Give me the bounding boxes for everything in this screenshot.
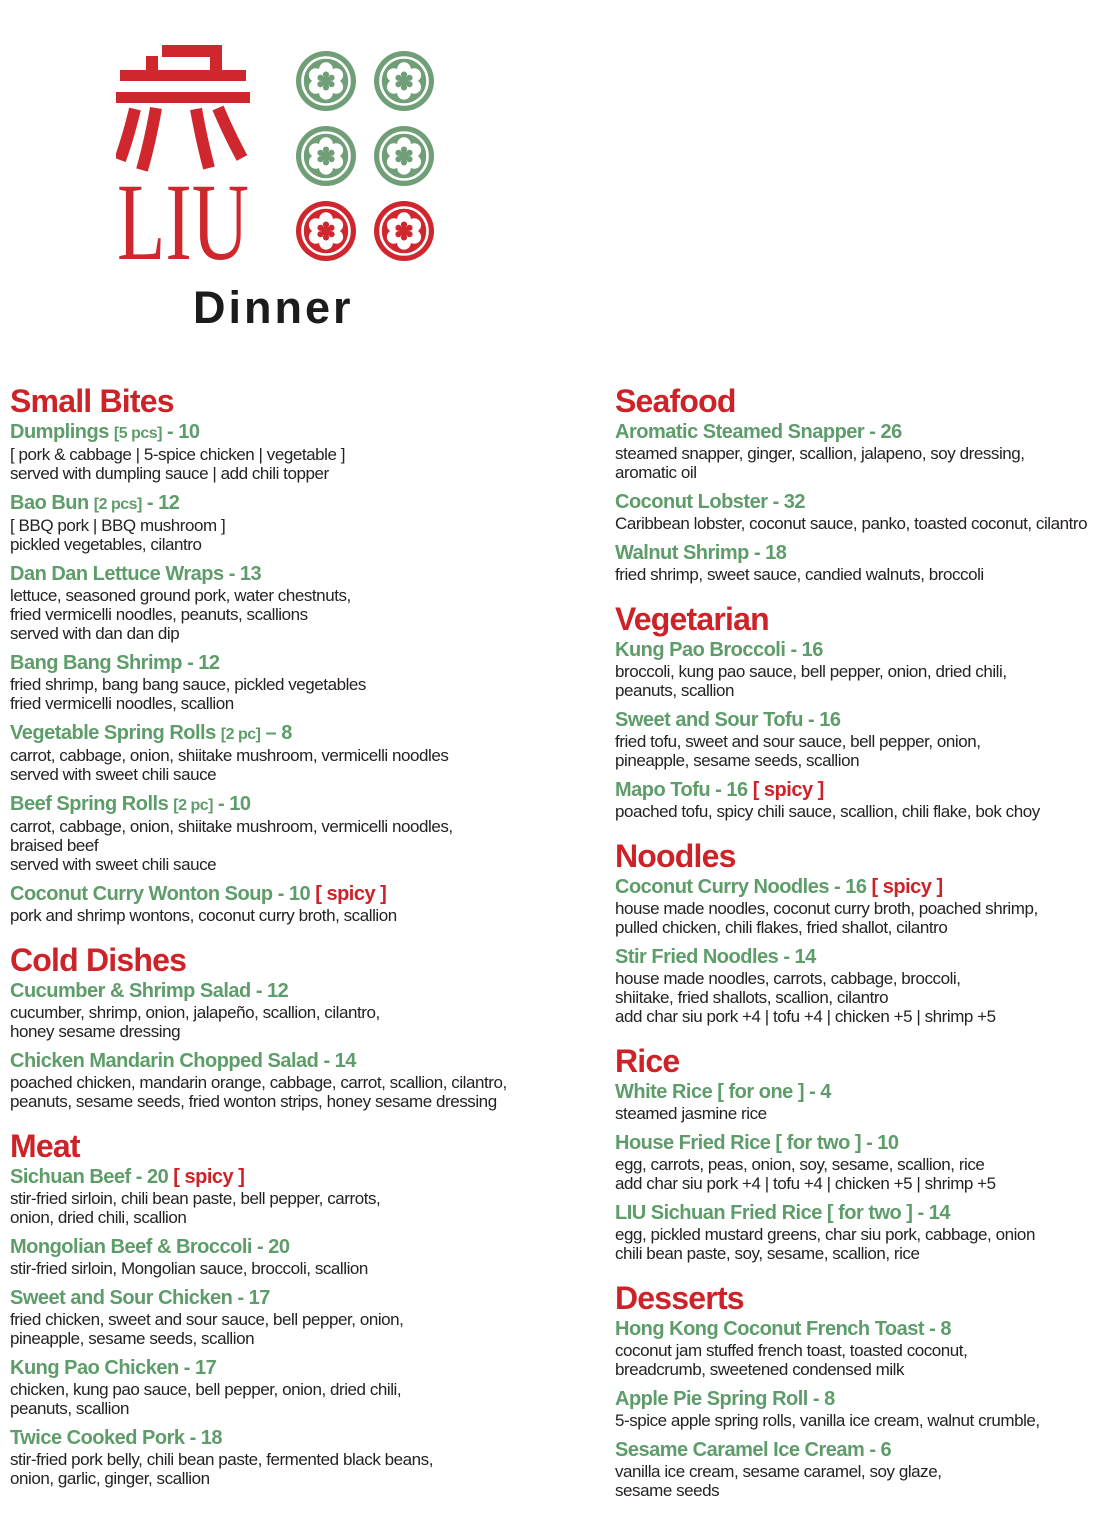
item-name: Cucumber & Shrimp Salad: [10, 980, 251, 1002]
item-desc: [615, 1411, 1115, 1430]
item-price: – 8: [265, 722, 292, 744]
item-desc: [10, 1003, 610, 1041]
item-description-line: cucumber, shrimp, onion, jalapeño, scallion, cilantro,: [10, 1003, 380, 1022]
item-desc: [10, 445, 610, 483]
menu-item: [10, 1166, 610, 1227]
item-description-line: fried shrimp, sweet sauce, candied walnuts, broccoli: [615, 565, 984, 584]
section-items: [615, 1318, 1115, 1500]
item-description-line: served with dumpling sauce | add chili topper: [10, 464, 329, 483]
menu-item: [615, 1318, 1115, 1379]
item-price: - 14: [917, 1202, 950, 1224]
item-price: - 18: [753, 542, 787, 564]
menu-item: [10, 421, 610, 483]
item-desc: [10, 675, 610, 713]
item-price: - 8: [812, 1388, 835, 1410]
item-name: Stir Fried Noodles: [615, 946, 779, 968]
section-title: Rice: [615, 1043, 680, 1079]
item-description-line: add char siu pork +4 | tofu +4 | chicken +5 | shrimp +5: [615, 1174, 996, 1193]
item-description-line: pickled vegetables, cilantro: [10, 535, 202, 554]
item-desc: [615, 1155, 1115, 1193]
menu-item-title: [10, 492, 610, 516]
item-desc: [10, 906, 610, 925]
item-price: - 13: [228, 563, 262, 585]
menu-section: [615, 602, 1115, 821]
item-description-line: lettuce, seasoned ground pork, water chestnuts,: [10, 586, 351, 605]
item-desc: [10, 1450, 610, 1488]
item-description-line: breadcrumb, sweetened condensed milk: [615, 1360, 905, 1379]
item-description-line: fried vermicelli noodles, peanuts, scallions: [10, 605, 308, 624]
item-price: - 26: [869, 421, 902, 443]
item-desc: [10, 1380, 610, 1418]
menu-section: [615, 384, 1115, 584]
item-description-line: Caribbean lobster, coconut sauce, panko, toasted coconut, cilantro: [615, 514, 1088, 533]
menu-item: [10, 1287, 610, 1348]
item-description-line: broccoli, kung pao sauce, bell pepper, onion, dried chili,: [615, 662, 1007, 681]
menu-item-title: [10, 793, 610, 817]
menu-item-title: [10, 1166, 610, 1189]
item-name: Kung Pao Broccoli: [615, 639, 786, 661]
item-desc: [10, 817, 610, 874]
item-description-line: add char siu pork +4 | tofu +4 | chicken +5 | shrimp +5: [615, 1007, 996, 1026]
menu-item-title: [615, 1081, 1115, 1104]
menu-item: [615, 491, 1115, 533]
item-price: - 12: [255, 980, 289, 1002]
item-name: Sweet and Sour Tofu: [615, 709, 803, 731]
flower-medallion-icon: [373, 200, 435, 262]
item-description-line: peanuts, scallion: [10, 1399, 129, 1418]
section-title: Desserts: [615, 1280, 744, 1316]
item-name: Mongolian Beef & Broccoli: [10, 1236, 252, 1258]
item-price: - 12: [146, 492, 180, 514]
item-description-line: served with dan dan dip: [10, 624, 180, 643]
item-price: - 18: [189, 1427, 223, 1449]
item-price: - 14: [783, 946, 816, 968]
item-name: Sesame Caramel Ice Cream: [615, 1439, 865, 1461]
item-description-line: braised beef: [10, 836, 99, 855]
item-name: Vegetable Spring Rolls: [10, 722, 216, 744]
item-price: - 16: [834, 876, 867, 898]
menu-item-title: [615, 1132, 1115, 1155]
menu-item-title: [615, 946, 1115, 969]
item-name: Coconut Curry Noodles: [615, 876, 829, 898]
item-description-line: [ BBQ pork | BBQ mushroom ]: [10, 516, 226, 535]
menu-item-title: [10, 652, 610, 675]
section-title: Seafood: [615, 383, 736, 419]
menu-item: [615, 1388, 1115, 1430]
item-description-line: pork and shrimp wontons, coconut curry broth, scallion: [10, 906, 397, 925]
spicy-tag: [ spicy ]: [173, 1166, 245, 1188]
spicy-tag: [ spicy ]: [871, 876, 943, 898]
item-description-line: carrot, cabbage, onion, shiitake mushroom, vermicelli noodles: [10, 746, 449, 765]
item-price: - 6: [869, 1439, 892, 1461]
item-price: - 8: [929, 1318, 951, 1340]
menu-item: [10, 722, 610, 784]
item-description-line: 5-spice apple spring rolls, vanilla ice cream, walnut crumble,: [615, 1411, 1040, 1430]
menu-item-title: [10, 980, 610, 1003]
section-items: [615, 421, 1115, 584]
item-description-line: served with sweet chili sauce: [10, 855, 217, 874]
item-size: [5 pcs]: [113, 425, 162, 442]
item-description-line: steamed jasmine rice: [615, 1104, 767, 1123]
item-description-line: pineapple, sesame seeds, scallion: [615, 751, 860, 770]
section-title: Noodles: [615, 838, 736, 874]
item-price: - 20: [135, 1166, 169, 1188]
menu-item: [10, 1050, 610, 1111]
section-items: [10, 1166, 610, 1488]
menu-column-left: [10, 384, 610, 1488]
item-name: White Rice [ for one ]: [615, 1081, 804, 1103]
item-desc: [10, 746, 610, 784]
item-description-line: [ pork & cabbage | 5-spice chicken | vegetable ]: [10, 445, 345, 464]
item-description-line: served with sweet chili sauce: [10, 765, 217, 784]
menu-item: [10, 1236, 610, 1278]
item-description-line: fried shrimp, bang bang sauce, pickled vegetables: [10, 675, 366, 694]
item-price: - 12: [187, 652, 220, 674]
menu-item: [10, 883, 610, 925]
item-name: LIU Sichuan Fried Rice [ for two ]: [615, 1202, 913, 1224]
menu-item-title: [615, 421, 1115, 444]
menu-item: [615, 639, 1115, 700]
menu-section: [10, 384, 610, 925]
section-title: Small Bites: [10, 383, 174, 419]
item-description-line: chicken, kung pao sauce, bell pepper, onion, dried chili,: [10, 1380, 402, 1399]
item-description-line: egg, carrots, peas, onion, soy, sesame, scallion, rice: [615, 1155, 985, 1174]
item-name: Hong Kong Coconut French Toast: [615, 1318, 925, 1340]
menu-item-title: [10, 563, 610, 586]
item-description-line: pineapple, sesame seeds, scallion: [10, 1329, 255, 1348]
menu-item-title: [10, 722, 610, 746]
item-name: Beef Spring Rolls: [10, 793, 169, 815]
menu-item-title: [10, 1236, 610, 1259]
item-desc: [10, 1259, 610, 1278]
item-name: Bao Bun: [10, 492, 89, 514]
item-description-line: honey sesame dressing: [10, 1022, 181, 1041]
item-description-line: aromatic oil: [615, 463, 697, 482]
item-description-line: chili bean paste, soy, sesame, scallion, rice: [615, 1244, 920, 1263]
item-price: - 16: [807, 709, 841, 731]
menu-item-title: [10, 1287, 610, 1310]
item-description-line: fried tofu, sweet and sour sauce, bell pepper, onion,: [615, 732, 981, 751]
menu-item: [615, 876, 1115, 937]
medallion-grid: [295, 50, 435, 262]
section-title: Cold Dishes: [10, 942, 187, 978]
menu-item: [615, 421, 1115, 482]
item-desc: [615, 565, 1115, 584]
item-desc: [10, 1189, 610, 1227]
item-description-line: peanuts, scallion: [615, 681, 734, 700]
menu-section: [615, 1281, 1115, 1500]
item-price: - 10: [167, 421, 200, 443]
item-name: Aromatic Steamed Snapper: [615, 421, 865, 443]
item-description-line: coconut jam stuffed french toast, toasted coconut,: [615, 1341, 968, 1360]
item-desc: [10, 1073, 610, 1111]
liu-brand-text: LIU: [117, 161, 249, 283]
item-description-line: pulled chicken, chili flakes, fried shallot, cilantro: [615, 918, 948, 937]
menu-section: [10, 1129, 610, 1488]
item-desc: [615, 514, 1115, 533]
item-price: - 10: [218, 793, 251, 815]
spicy-tag: [ spicy ]: [752, 779, 824, 801]
item-desc: [10, 1310, 610, 1348]
item-name: Bang Bang Shrimp: [10, 652, 183, 674]
item-description-line: peanuts, sesame seeds, fried wonton strips, honey sesame dressing: [10, 1092, 497, 1111]
item-desc: [615, 662, 1115, 700]
menu-item-title: [615, 779, 1115, 802]
menu-item: [10, 1357, 610, 1418]
item-size: [2 pc]: [220, 726, 261, 743]
menu-item-title: [10, 421, 610, 445]
item-description-line: steamed snapper, ginger, scallion, jalapeno, soy dressing,: [615, 444, 1025, 463]
menu-item-title: [615, 709, 1115, 732]
item-description-line: house made noodles, carrots, cabbage, broccoli,: [615, 969, 961, 988]
menu-item: [10, 563, 610, 643]
menu-item: [615, 1081, 1115, 1123]
menu-item: [615, 1202, 1115, 1263]
flower-medallion-icon: [295, 125, 357, 187]
menu-item-title: [615, 542, 1115, 565]
section-items: [615, 639, 1115, 821]
menu-item-title: [10, 1427, 610, 1450]
item-name: Kung Pao Chicken: [10, 1357, 179, 1379]
menu-item-title: [10, 1050, 610, 1073]
item-name: Mapo Tofu: [615, 779, 711, 801]
menu-item: [10, 492, 610, 554]
item-description-line: carrot, cabbage, onion, shiitake mushroom, vermicelli noodles,: [10, 817, 453, 836]
item-price: - 17: [183, 1357, 217, 1379]
item-description-line: stir-fried pork belly, chili bean paste, fermented black beans,: [10, 1450, 434, 1469]
menu-item-title: [615, 876, 1115, 899]
menu-item: [615, 709, 1115, 770]
item-size: [2 pc]: [173, 797, 213, 814]
menu-item: [615, 946, 1115, 1026]
menu-section: [615, 839, 1115, 1026]
item-description-line: fried chicken, sweet and sour sauce, bell pepper, onion,: [10, 1310, 404, 1329]
menu-item: [615, 1132, 1115, 1193]
menu-section: [10, 943, 610, 1111]
menu-item-title: [615, 1202, 1115, 1225]
item-price: - 4: [809, 1081, 831, 1103]
menu-item: [615, 779, 1115, 821]
item-description-line: sesame seeds: [615, 1481, 720, 1500]
menu-item: [615, 542, 1115, 584]
item-name: Sweet and Sour Chicken: [10, 1287, 233, 1309]
item-desc: [10, 586, 610, 643]
menu-item: [615, 1439, 1115, 1500]
flower-medallion-icon: [295, 200, 357, 262]
item-desc: [615, 802, 1115, 821]
section-items: [615, 1081, 1115, 1263]
item-desc: [10, 516, 610, 554]
menu-item-title: [10, 883, 610, 906]
menu-item-title: [615, 1439, 1115, 1462]
item-name: House Fried Rice [ for two ]: [615, 1132, 862, 1154]
menu-item-title: [10, 1357, 610, 1380]
item-description-line: poached chicken, mandarin orange, cabbage, carrot, scallion, cilantro,: [10, 1073, 507, 1092]
item-name: Walnut Shrimp: [615, 542, 749, 564]
item-description-line: onion, garlic, ginger, scallion: [10, 1469, 210, 1488]
section-title: Meat: [10, 1128, 80, 1164]
item-name: Sichuan Beef: [10, 1166, 131, 1188]
item-desc: [615, 444, 1115, 482]
flower-medallion-icon: [373, 50, 435, 112]
menu-item-title: [615, 1318, 1115, 1341]
menu-item: [10, 793, 610, 874]
item-desc: [615, 1462, 1115, 1500]
item-description-line: fried vermicelli noodles, scallion: [10, 694, 234, 713]
item-price: - 10: [277, 883, 311, 905]
item-desc: [615, 1104, 1115, 1123]
item-price: - 17: [237, 1287, 270, 1309]
item-price: - 14: [323, 1050, 356, 1072]
flower-medallion-icon: [295, 50, 357, 112]
item-description-line: stir-fried sirloin, Mongolian sauce, broccoli, scallion: [10, 1259, 368, 1278]
item-description-line: vanilla ice cream, sesame caramel, soy glaze,: [615, 1462, 942, 1481]
item-desc: [615, 969, 1115, 1026]
item-desc: [615, 1225, 1115, 1263]
item-name: Dumplings: [10, 421, 109, 443]
item-price: - 16: [790, 639, 823, 661]
item-description-line: shiitake, fried shallots, scallion, cilantro: [615, 988, 889, 1007]
menu-item: [10, 980, 610, 1041]
item-name: Dan Dan Lettuce Wraps: [10, 563, 224, 585]
item-description-line: onion, dried chili, scallion: [10, 1208, 187, 1227]
item-description-line: egg, pickled mustard greens, char siu pork, cabbage, onion: [615, 1225, 1035, 1244]
flower-medallion-icon: [373, 125, 435, 187]
menu-column-right: [615, 384, 1115, 1500]
menu-item-title: [615, 639, 1115, 662]
item-name: Coconut Curry Wonton Soup: [10, 883, 273, 905]
item-name: Chicken Mandarin Chopped Salad: [10, 1050, 319, 1072]
item-price: - 16: [715, 779, 748, 801]
menu-item: [10, 1427, 610, 1488]
menu-item-title: [615, 491, 1115, 514]
item-price: - 10: [866, 1132, 899, 1154]
liu-brand-word: [117, 161, 253, 283]
item-name: Apple Pie Spring Roll: [615, 1388, 808, 1410]
section-items: [10, 980, 610, 1111]
item-description-line: poached tofu, spicy chili sauce, scallion, chili flake, bok choy: [615, 802, 1040, 821]
item-desc: [615, 1341, 1115, 1379]
item-description-line: stir-fried sirloin, chili bean paste, bell pepper, carrots,: [10, 1189, 381, 1208]
item-desc: [615, 732, 1115, 770]
spicy-tag: [ spicy ]: [315, 883, 387, 905]
item-price: - 20: [257, 1236, 290, 1258]
item-name: Twice Cooked Pork: [10, 1427, 185, 1449]
menu-section: [615, 1044, 1115, 1263]
item-name: Coconut Lobster: [615, 491, 768, 513]
item-size: [2 pcs]: [93, 496, 142, 513]
section-items: [615, 876, 1115, 1026]
item-price: - 32: [772, 491, 806, 513]
item-desc: [615, 899, 1115, 937]
section-title: Vegetarian: [615, 601, 769, 637]
section-items: [10, 421, 610, 925]
menu-title: Dinner: [193, 282, 354, 333]
menu-item-title: [615, 1388, 1115, 1411]
item-description-line: house made noodles, coconut curry broth, poached shrimp,: [615, 899, 1038, 918]
menu-item: [10, 652, 610, 713]
